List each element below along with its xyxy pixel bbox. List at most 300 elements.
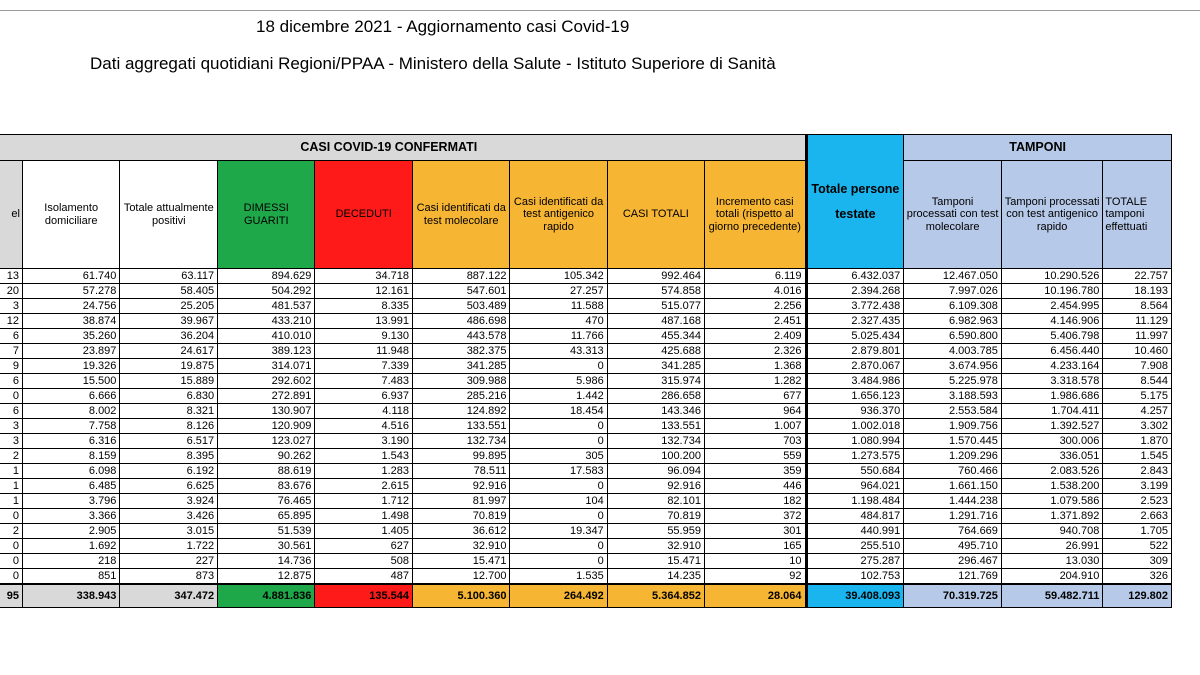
table-cell: 92.916 — [413, 479, 510, 494]
table-cell: 26.991 — [1001, 539, 1102, 554]
table-cell: 6 — [0, 404, 22, 419]
table-cell: 6.316 — [22, 434, 119, 449]
table-cell: 382.375 — [413, 344, 510, 359]
table-cell: 6.098 — [22, 464, 119, 479]
table-row — [0, 539, 1172, 554]
group-tamponi: TAMPONI — [904, 135, 1172, 161]
table-cell: 25.205 — [120, 299, 218, 314]
table-cell: 204.910 — [1001, 569, 1102, 585]
table-cell: 3.484.986 — [806, 374, 904, 389]
table-cell: 1.273.575 — [806, 449, 904, 464]
table-cell: 27.257 — [510, 284, 607, 299]
table-cell: 1.007 — [704, 419, 806, 434]
page-subtitle: Dati aggregati quotidiani Regioni/PPAA - Ministero della Salute - Istituto Superiore di Sanità — [90, 54, 776, 73]
table-cell: 6.666 — [22, 389, 119, 404]
table-cell: 4.257 — [1103, 404, 1172, 419]
table-cell: 81.997 — [413, 494, 510, 509]
table-cell: 92.916 — [607, 479, 704, 494]
group-header-row — [0, 135, 1172, 161]
table-cell: 301 — [704, 524, 806, 539]
table-cell: 57.278 — [22, 284, 119, 299]
table-cell: 1.705 — [1103, 524, 1172, 539]
table-cell: 964 — [704, 404, 806, 419]
table-row — [0, 344, 1172, 359]
table-cell: 389.123 — [218, 344, 315, 359]
table-cell: 341.285 — [607, 359, 704, 374]
table-cell: 309 — [1103, 554, 1172, 569]
table-cell: 17.583 — [510, 464, 607, 479]
table-cell: 3 — [0, 434, 22, 449]
table-cell: 12.875 — [218, 569, 315, 585]
table-cell: 7.908 — [1103, 359, 1172, 374]
table-row — [0, 494, 1172, 509]
table-cell: 8.335 — [315, 299, 413, 314]
table-cell: 559 — [704, 449, 806, 464]
table-cell: 82.101 — [607, 494, 704, 509]
table-cell: 574.858 — [607, 284, 704, 299]
table-cell: 5.175 — [1103, 389, 1172, 404]
table-cell: 1.444.238 — [904, 494, 1002, 509]
table-cell: 5.986 — [510, 374, 607, 389]
table-cell: 6.982.963 — [904, 314, 1002, 329]
col-header-12: TOTALE tamponi effettuati — [1103, 161, 1172, 269]
table-row — [0, 449, 1172, 464]
table-cell: 1.368 — [704, 359, 806, 374]
table-cell: 1 — [0, 479, 22, 494]
table-cell: 7.758 — [22, 419, 119, 434]
table-cell: 0 — [510, 419, 607, 434]
table-cell: 1.722 — [120, 539, 218, 554]
table-cell: 3.924 — [120, 494, 218, 509]
table-cell: 124.892 — [413, 404, 510, 419]
table-cell: 61.740 — [22, 269, 119, 284]
page-title: 18 dicembre 2021 - Aggiornamento casi Covid-19 — [256, 17, 630, 36]
table-cell: 1.692 — [22, 539, 119, 554]
table-row — [0, 329, 1172, 344]
table-cell: 3.302 — [1103, 419, 1172, 434]
table-cell: 873 — [120, 569, 218, 585]
table-cell: 70.819 — [413, 509, 510, 524]
table-cell: 2.083.526 — [1001, 464, 1102, 479]
table-cell: 1.080.994 — [806, 434, 904, 449]
col-header-6: Casi identificati da test antigenico rapido — [510, 161, 607, 269]
table-cell: 1.545 — [1103, 449, 1172, 464]
table-cell: 19.347 — [510, 524, 607, 539]
table-cell: 764.669 — [904, 524, 1002, 539]
table-cell: 121.769 — [904, 569, 1002, 585]
table-cell: 6 — [0, 329, 22, 344]
table-cell: 76.465 — [218, 494, 315, 509]
table-cell: 13.030 — [1001, 554, 1102, 569]
table-cell: 1.002.018 — [806, 419, 904, 434]
total-cell: 264.492 — [510, 584, 607, 608]
table-cell: 36.204 — [120, 329, 218, 344]
table-cell: 760.466 — [904, 464, 1002, 479]
table-cell: 2.454.995 — [1001, 299, 1102, 314]
table-cell: 11.948 — [315, 344, 413, 359]
group-casi-confermati: CASI COVID-19 CONFERMATI — [0, 135, 806, 161]
table-cell: 2.843 — [1103, 464, 1172, 479]
table-row — [0, 374, 1172, 389]
table-cell: 102.753 — [806, 569, 904, 585]
total-cell: 4.881.836 — [218, 584, 315, 608]
table-cell: 2 — [0, 524, 22, 539]
table-cell: 18.193 — [1103, 284, 1172, 299]
table-cell: 63.117 — [120, 269, 218, 284]
table-cell: 65.895 — [218, 509, 315, 524]
table-cell: 0 — [510, 554, 607, 569]
table-cell: 550.684 — [806, 464, 904, 479]
table-cell: 32.910 — [413, 539, 510, 554]
table-row — [0, 569, 1172, 585]
table-cell: 2.615 — [315, 479, 413, 494]
table-cell: 1.442 — [510, 389, 607, 404]
table-cell: 11.588 — [510, 299, 607, 314]
total-cell: 70.319.725 — [904, 584, 1002, 608]
table-cell: 38.874 — [22, 314, 119, 329]
table-cell: 508 — [315, 554, 413, 569]
table-cell: 70.819 — [607, 509, 704, 524]
table-cell: 1.909.756 — [904, 419, 1002, 434]
table-cell: 12 — [0, 314, 22, 329]
table-cell: 487 — [315, 569, 413, 585]
table-cell: 3.366 — [22, 509, 119, 524]
table-cell: 3.318.578 — [1001, 374, 1102, 389]
col-header-2: Totale attualmente positivi — [120, 161, 218, 269]
table-cell: 4.118 — [315, 404, 413, 419]
table-cell: 6.937 — [315, 389, 413, 404]
table-cell: 703 — [704, 434, 806, 449]
table-cell: 24.617 — [120, 344, 218, 359]
column-header-row — [0, 161, 1172, 269]
table-cell: 3.772.438 — [806, 299, 904, 314]
table-cell: 143.346 — [607, 404, 704, 419]
table-cell: 23.897 — [22, 344, 119, 359]
table-cell: 12.161 — [315, 284, 413, 299]
table-cell: 372 — [704, 509, 806, 524]
table-cell: 359 — [704, 464, 806, 479]
table-cell: 104 — [510, 494, 607, 509]
table-cell: 12.467.050 — [904, 269, 1002, 284]
table-cell: 218 — [22, 554, 119, 569]
table-cell: 5.406.798 — [1001, 329, 1102, 344]
table-cell: 486.698 — [413, 314, 510, 329]
table-cell: 3.190 — [315, 434, 413, 449]
table-cell: 1.870 — [1103, 434, 1172, 449]
table-cell: 22.757 — [1103, 269, 1172, 284]
total-cell: 95 — [0, 584, 22, 608]
table-cell: 15.889 — [120, 374, 218, 389]
table-cell: 8.159 — [22, 449, 119, 464]
table-cell: 964.021 — [806, 479, 904, 494]
table-cell: 3.188.593 — [904, 389, 1002, 404]
table-cell: 6.456.440 — [1001, 344, 1102, 359]
table-cell: 255.510 — [806, 539, 904, 554]
table-cell: 285.216 — [413, 389, 510, 404]
table-cell: 6.625 — [120, 479, 218, 494]
table-cell: 1.656.123 — [806, 389, 904, 404]
table-cell: 35.260 — [22, 329, 119, 344]
table-row — [0, 524, 1172, 539]
table-row — [0, 509, 1172, 524]
table-cell: 1.282 — [704, 374, 806, 389]
table-cell: 1.712 — [315, 494, 413, 509]
col-header-8: Incremento casi totali (rispetto al giorno precedente) — [704, 161, 806, 269]
table-cell: 1.986.686 — [1001, 389, 1102, 404]
col-header-10: Tamponi processati con test molecolare — [904, 161, 1002, 269]
table-cell: 6.590.800 — [904, 329, 1002, 344]
total-cell: 129.802 — [1103, 584, 1172, 608]
totals-row — [0, 584, 1172, 608]
table-cell: 5.025.434 — [806, 329, 904, 344]
table-cell: 305 — [510, 449, 607, 464]
table-cell: 410.010 — [218, 329, 315, 344]
table-cell: 88.619 — [218, 464, 315, 479]
table-cell: 6.485 — [22, 479, 119, 494]
total-cell: 39.408.093 — [806, 584, 904, 608]
table-cell: 300.006 — [1001, 434, 1102, 449]
table-row — [0, 389, 1172, 404]
table-cell: 4.233.164 — [1001, 359, 1102, 374]
table-cell: 1.209.296 — [904, 449, 1002, 464]
table-cell: 130.907 — [218, 404, 315, 419]
table-cell: 10 — [704, 554, 806, 569]
table-cell: 34.718 — [315, 269, 413, 284]
table-row — [0, 479, 1172, 494]
table-cell: 495.710 — [904, 539, 1002, 554]
table-cell: 425.688 — [607, 344, 704, 359]
table-cell: 0 — [510, 509, 607, 524]
table-cell: 15.500 — [22, 374, 119, 389]
col-header-4: DECEDUTI — [315, 161, 413, 269]
table-cell: 7.483 — [315, 374, 413, 389]
table-cell: 2.409 — [704, 329, 806, 344]
table-cell: 2.870.067 — [806, 359, 904, 374]
table-row — [0, 359, 1172, 374]
top-rule — [0, 10, 1200, 11]
table-cell: 1.283 — [315, 464, 413, 479]
table-row — [0, 284, 1172, 299]
table-cell: 90.262 — [218, 449, 315, 464]
total-cell: 135.544 — [315, 584, 413, 608]
table-cell: 1.371.892 — [1001, 509, 1102, 524]
table-cell: 3.015 — [120, 524, 218, 539]
table-cell: 24.756 — [22, 299, 119, 314]
table-cell: 105.342 — [510, 269, 607, 284]
table-cell: 0 — [0, 539, 22, 554]
table-cell: 7 — [0, 344, 22, 359]
table-cell: 13.991 — [315, 314, 413, 329]
table-cell: 1.392.527 — [1001, 419, 1102, 434]
table-cell: 2.905 — [22, 524, 119, 539]
table-cell: 455.344 — [607, 329, 704, 344]
table-cell: 15.471 — [413, 554, 510, 569]
table-cell: 78.511 — [413, 464, 510, 479]
table-cell: 336.051 — [1001, 449, 1102, 464]
table-cell: 13 — [0, 269, 22, 284]
table-cell: 3.426 — [120, 509, 218, 524]
table-cell: 1.498 — [315, 509, 413, 524]
table-cell: 1.405 — [315, 524, 413, 539]
table-cell: 315.974 — [607, 374, 704, 389]
table-cell: 83.676 — [218, 479, 315, 494]
table-cell: 123.027 — [218, 434, 315, 449]
table-cell: 443.578 — [413, 329, 510, 344]
table-cell: 286.658 — [607, 389, 704, 404]
table-row — [0, 299, 1172, 314]
table-cell: 55.959 — [607, 524, 704, 539]
table-cell: 10.460 — [1103, 344, 1172, 359]
table-cell: 43.313 — [510, 344, 607, 359]
table-cell: 6.192 — [120, 464, 218, 479]
table-cell: 165 — [704, 539, 806, 554]
table-cell: 10.290.526 — [1001, 269, 1102, 284]
table-cell: 15.471 — [607, 554, 704, 569]
table-cell: 470 — [510, 314, 607, 329]
table-cell: 8.321 — [120, 404, 218, 419]
table-cell: 9.130 — [315, 329, 413, 344]
table-cell: 32.910 — [607, 539, 704, 554]
table-cell: 1 — [0, 464, 22, 479]
table-cell: 7.997.026 — [904, 284, 1002, 299]
table-cell: 3 — [0, 419, 22, 434]
table-cell: 11.129 — [1103, 314, 1172, 329]
table-cell: 3.199 — [1103, 479, 1172, 494]
table-cell: 0 — [0, 389, 22, 404]
table-cell: 677 — [704, 389, 806, 404]
table-cell: 10.196.780 — [1001, 284, 1102, 299]
col-header-5: Casi identificati da test molecolare — [413, 161, 510, 269]
table-cell: 3 — [0, 299, 22, 314]
table-cell: 1.198.484 — [806, 494, 904, 509]
table-cell: 8.544 — [1103, 374, 1172, 389]
table-cell: 132.734 — [413, 434, 510, 449]
table-cell: 1.661.150 — [904, 479, 1002, 494]
table-row — [0, 419, 1172, 434]
table-cell: 484.817 — [806, 509, 904, 524]
table-cell: 19.875 — [120, 359, 218, 374]
table-cell: 120.909 — [218, 419, 315, 434]
table-cell: 14.736 — [218, 554, 315, 569]
table-cell: 296.467 — [904, 554, 1002, 569]
table-cell: 341.285 — [413, 359, 510, 374]
table-cell: 11.766 — [510, 329, 607, 344]
table-cell: 12.700 — [413, 569, 510, 585]
total-cell: 5.100.360 — [413, 584, 510, 608]
table-cell: 481.537 — [218, 299, 315, 314]
total-cell: 347.472 — [120, 584, 218, 608]
col-header-11: Tamponi processati con test antigenico rapido — [1001, 161, 1102, 269]
table-cell: 522 — [1103, 539, 1172, 554]
table-cell: 227 — [120, 554, 218, 569]
col-header-9: Totale persone testate — [806, 135, 904, 269]
table-cell: 326 — [1103, 569, 1172, 585]
table-cell: 547.601 — [413, 284, 510, 299]
table-cell: 851 — [22, 569, 119, 585]
table-cell: 5.225.978 — [904, 374, 1002, 389]
col-header-7: CASI TOTALI — [607, 161, 704, 269]
table-cell: 0 — [0, 554, 22, 569]
table-row — [0, 434, 1172, 449]
table-cell: 3.796 — [22, 494, 119, 509]
table-cell: 1.291.716 — [904, 509, 1002, 524]
table-cell: 51.539 — [218, 524, 315, 539]
table-cell: 0 — [0, 569, 22, 585]
table-cell: 92 — [704, 569, 806, 585]
table-cell: 0 — [510, 539, 607, 554]
table-cell: 8.395 — [120, 449, 218, 464]
table-cell: 36.612 — [413, 524, 510, 539]
table-cell: 309.988 — [413, 374, 510, 389]
table-row — [0, 464, 1172, 479]
table-cell: 894.629 — [218, 269, 315, 284]
table-row — [0, 404, 1172, 419]
table-cell: 292.602 — [218, 374, 315, 389]
table-cell: 7.339 — [315, 359, 413, 374]
table-cell: 58.405 — [120, 284, 218, 299]
table-row — [0, 269, 1172, 284]
table-cell: 446 — [704, 479, 806, 494]
table-cell: 0 — [510, 479, 607, 494]
table-cell: 314.071 — [218, 359, 315, 374]
table-cell: 2 — [0, 449, 22, 464]
table-row — [0, 554, 1172, 569]
table-cell: 9 — [0, 359, 22, 374]
table-cell: 20 — [0, 284, 22, 299]
table-cell: 18.454 — [510, 404, 607, 419]
table-cell: 6.517 — [120, 434, 218, 449]
table-cell: 133.551 — [607, 419, 704, 434]
table-cell: 96.094 — [607, 464, 704, 479]
table-row — [0, 314, 1172, 329]
table-cell: 100.200 — [607, 449, 704, 464]
table-cell: 275.287 — [806, 554, 904, 569]
table-cell: 515.077 — [607, 299, 704, 314]
table-cell: 132.734 — [607, 434, 704, 449]
table-cell: 936.370 — [806, 404, 904, 419]
table-cell: 2.394.268 — [806, 284, 904, 299]
table-cell: 940.708 — [1001, 524, 1102, 539]
table-cell: 2.451 — [704, 314, 806, 329]
table-cell: 1 — [0, 494, 22, 509]
total-cell: 59.482.711 — [1001, 584, 1102, 608]
table-cell: 2.523 — [1103, 494, 1172, 509]
total-cell: 5.364.852 — [607, 584, 704, 608]
table-cell: 4.146.906 — [1001, 314, 1102, 329]
table-cell: 8.002 — [22, 404, 119, 419]
table-cell: 6.830 — [120, 389, 218, 404]
table-cell: 2.256 — [704, 299, 806, 314]
table-cell: 39.967 — [120, 314, 218, 329]
table-cell: 1.535 — [510, 569, 607, 585]
table-cell: 133.551 — [413, 419, 510, 434]
table-cell: 2.553.584 — [904, 404, 1002, 419]
col-header-0: el — [0, 161, 22, 269]
table-cell: 19.326 — [22, 359, 119, 374]
table-cell: 14.235 — [607, 569, 704, 585]
table-cell: 2.879.801 — [806, 344, 904, 359]
table-cell: 2.326 — [704, 344, 806, 359]
total-cell: 28.064 — [704, 584, 806, 608]
table-cell: 992.464 — [607, 269, 704, 284]
table-cell: 0 — [0, 509, 22, 524]
covid-data-table — [0, 134, 1172, 608]
col-header-3: DIMESSI GUARITI — [218, 161, 315, 269]
table-cell: 99.895 — [413, 449, 510, 464]
table-body — [0, 269, 1172, 585]
table-cell: 4.003.785 — [904, 344, 1002, 359]
table-cell: 3.674.956 — [904, 359, 1002, 374]
